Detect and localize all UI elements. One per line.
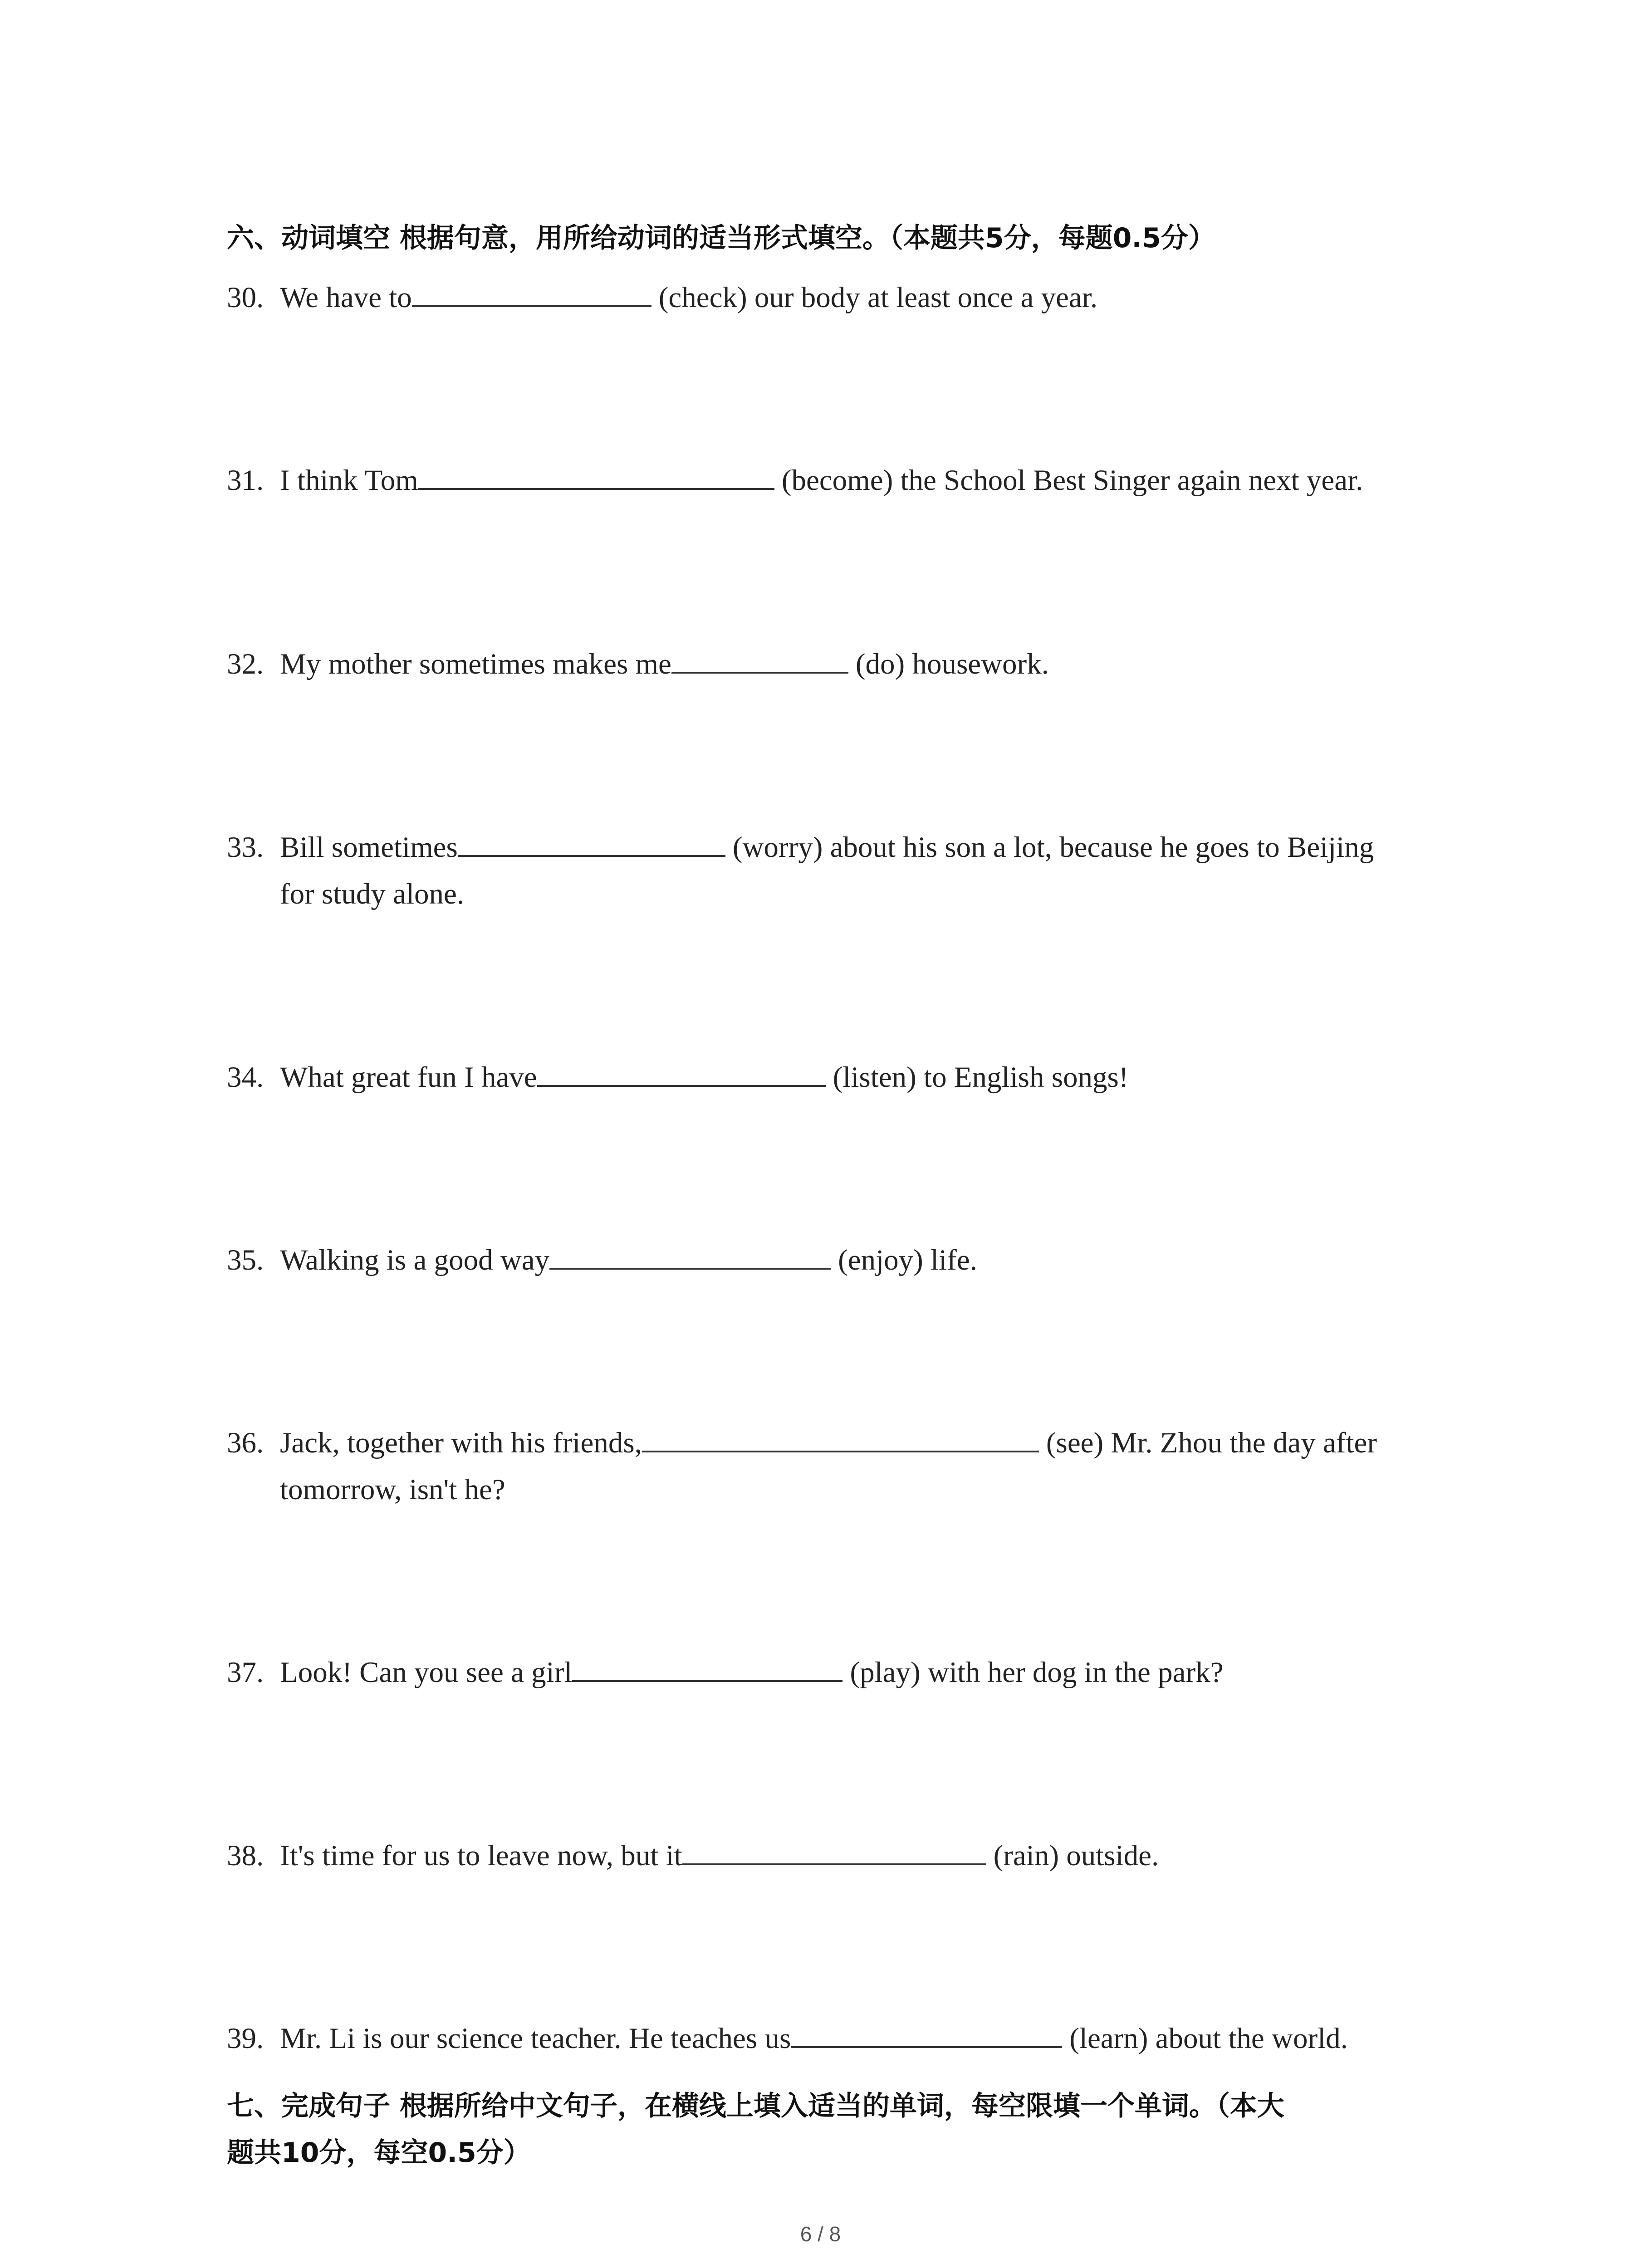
question-34 bbox=[227, 1054, 1452, 1101]
question-text-before: Walking is a good way bbox=[280, 1244, 550, 1276]
question-37 bbox=[227, 1649, 1452, 1696]
question-number: 34. bbox=[227, 1061, 264, 1094]
question-text-after: (rain) outside. bbox=[993, 1839, 1159, 1872]
answer-blank[interactable] bbox=[642, 1423, 1039, 1452]
answer-blank[interactable] bbox=[537, 1058, 826, 1087]
question-text-before: We have to bbox=[280, 281, 412, 314]
question-39 bbox=[227, 2015, 1452, 2062]
question-number: 39. bbox=[227, 2022, 264, 2055]
section-6-heading: 六、动词填空 根据句意，用所给动词的适当形式填空。（本题共5分，每题0.5分） bbox=[227, 222, 1215, 254]
question-number: 35. bbox=[227, 1244, 264, 1276]
question-text-before: My mother sometimes makes me bbox=[280, 648, 671, 680]
question-continuation: tomorrow, isn't he? bbox=[280, 1473, 505, 1506]
question-36 bbox=[227, 1420, 1452, 1513]
question-text-after: (learn) about the world. bbox=[1069, 2022, 1348, 2055]
question-text-after: (play) with her dog in the park? bbox=[850, 1656, 1224, 1689]
question-33 bbox=[227, 824, 1452, 918]
question-text-before: Look! Can you see a girl bbox=[280, 1656, 573, 1689]
answer-blank[interactable] bbox=[458, 828, 725, 857]
question-number: 32. bbox=[227, 648, 264, 680]
question-text-before: Bill sometimes bbox=[280, 831, 458, 864]
answer-blank[interactable] bbox=[682, 1836, 986, 1865]
question-text-after: (become) the School Best Singer again next year. bbox=[781, 464, 1363, 497]
question-text-after: (do) housework. bbox=[855, 648, 1049, 680]
question-text-after: (listen) to English songs! bbox=[833, 1061, 1129, 1094]
question-number: 30. bbox=[227, 281, 264, 314]
question-number: 31. bbox=[227, 464, 264, 497]
answer-blank[interactable] bbox=[572, 1653, 843, 1682]
question-continuation: for study alone. bbox=[280, 878, 465, 910]
question-text-before: I think Tom bbox=[280, 464, 418, 497]
question-text-after: (check) our body at least once a year. bbox=[658, 281, 1098, 314]
section-7-heading-line-1: 七、完成句子 根据所给中文句子，在横线上填入适当的单词，每空限填一个单词。（本大 bbox=[227, 2090, 1284, 2122]
question-number: 37. bbox=[227, 1656, 264, 1689]
question-30 bbox=[227, 274, 1452, 321]
question-35 bbox=[227, 1237, 1452, 1284]
question-number: 33. bbox=[227, 831, 264, 864]
section-7-heading bbox=[227, 2083, 1443, 2176]
answer-blank[interactable] bbox=[671, 645, 848, 674]
question-31 bbox=[227, 457, 1452, 504]
page-number: 6 / 8 bbox=[800, 2222, 841, 2246]
question-text-after: (enjoy) life. bbox=[838, 1244, 977, 1276]
question-text-before: It's time for us to leave now, but it bbox=[280, 1839, 682, 1872]
question-text-after: (see) Mr. Zhou the day after bbox=[1046, 1427, 1377, 1459]
question-number: 38. bbox=[227, 1839, 264, 1872]
question-32 bbox=[227, 641, 1452, 688]
answer-blank[interactable] bbox=[412, 278, 652, 307]
answer-blank[interactable] bbox=[549, 1241, 831, 1270]
answer-blank[interactable] bbox=[418, 461, 774, 490]
question-text-after: (worry) about his son a lot, because he goes to Beijing bbox=[732, 831, 1374, 864]
question-text-before: What great fun I have bbox=[280, 1061, 537, 1094]
question-number: 36. bbox=[227, 1427, 264, 1459]
question-text-before: Jack, together with his friends, bbox=[280, 1427, 642, 1459]
question-38 bbox=[227, 1833, 1452, 1879]
section-7-heading-line-2: 题共10分，每空0.5分） bbox=[227, 2137, 531, 2169]
question-text-before: Mr. Li is our science teacher. He teaches us bbox=[280, 2022, 791, 2055]
answer-blank[interactable] bbox=[791, 2019, 1062, 2048]
